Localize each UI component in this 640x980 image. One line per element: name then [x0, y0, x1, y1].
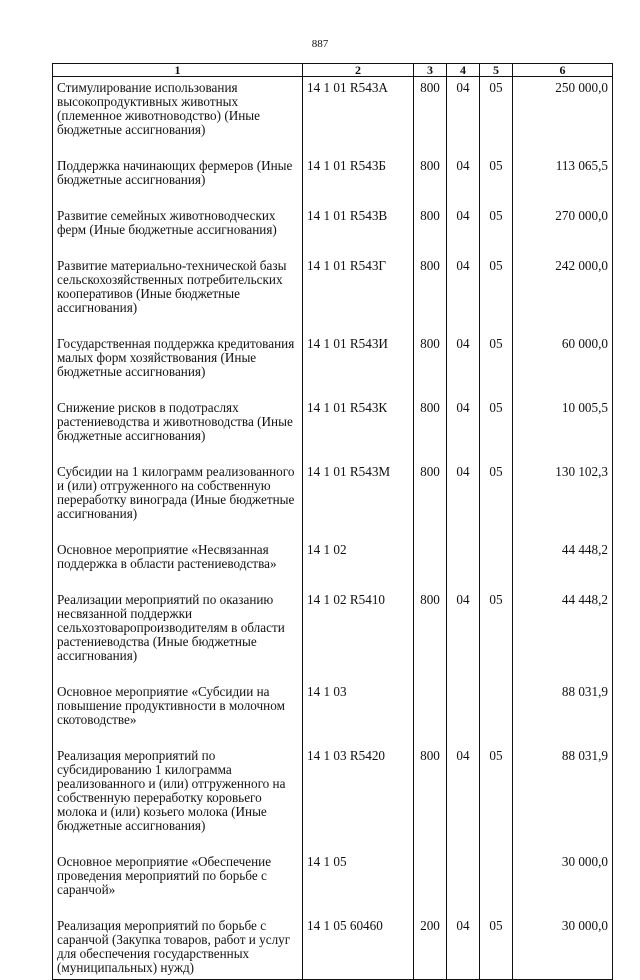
item-pr: 05 [480, 77, 513, 160]
item-amount: 44 448,2 [513, 543, 613, 593]
header-cell: 1 [53, 64, 303, 77]
item-amount: 130 102,3 [513, 465, 613, 543]
item-vr [414, 855, 447, 919]
item-code: 14 1 01 R543К [303, 401, 414, 465]
item-pr: 05 [480, 465, 513, 543]
item-vr: 800 [414, 259, 447, 337]
table-row [53, 919, 613, 980]
item-name: Реализации мероприятий по оказанию несвязанной поддержки сельхозтоваропроизводителям в области растениеводства (Иные бюджетные ассигнования) [53, 593, 303, 685]
item-name: Субсидии на 1 килограмм реализованного и (или) отгруженного на собственную переработку винограда (Иные бюджетные ассигнования) [53, 465, 303, 543]
item-code: 14 1 01 R543Г [303, 259, 414, 337]
item-code: 14 1 02 [303, 543, 414, 593]
item-code: 14 1 01 R543И [303, 337, 414, 401]
item-vr: 200 [414, 919, 447, 980]
item-amount: 88 031,9 [513, 749, 613, 855]
item-name: Снижение рисков в подотраслях растениеводства и животноводства (Иные бюджетные ассигнования) [53, 401, 303, 465]
item-code: 14 1 05 60460 [303, 919, 414, 980]
item-pr: 05 [480, 337, 513, 401]
item-vr [414, 685, 447, 749]
page-number: 887 [311, 38, 329, 50]
header-cell: 6 [513, 64, 613, 77]
item-amount: 270 000,0 [513, 209, 613, 259]
item-name: Стимулирование использования высокопродуктивных животных (племенное животноводство) (Иные бюджетные ассигнования) [53, 77, 303, 160]
item-vr: 800 [414, 593, 447, 685]
item-rz: 04 [447, 159, 480, 209]
item-pr: 05 [480, 159, 513, 209]
item-code: 14 1 05 [303, 855, 414, 919]
item-rz: 04 [447, 465, 480, 543]
table-row [53, 259, 613, 337]
item-pr [480, 685, 513, 749]
item-amount: 88 031,9 [513, 685, 613, 749]
budget-table [52, 63, 613, 980]
item-vr: 800 [414, 159, 447, 209]
table-row [53, 749, 613, 855]
item-pr: 05 [480, 749, 513, 855]
item-amount: 250 000,0 [513, 77, 613, 160]
item-vr: 800 [414, 77, 447, 160]
item-code: 14 1 01 R543М [303, 465, 414, 543]
table-row [53, 593, 613, 685]
item-pr [480, 543, 513, 593]
item-name: Реализация мероприятий по субсидированию 1 килограмма реализованного и (или) отгруженного на собственную переработку коровьего молока и (или) козьего молока (Иные бюджетные ассигнования) [53, 749, 303, 855]
item-vr: 800 [414, 465, 447, 543]
item-pr: 05 [480, 401, 513, 465]
header-cell: 4 [447, 64, 480, 77]
item-name: Поддержка начинающих фермеров (Иные бюджетные ассигнования) [53, 159, 303, 209]
table-row [53, 159, 613, 209]
header-cell: 3 [414, 64, 447, 77]
item-vr: 800 [414, 209, 447, 259]
table-row [53, 209, 613, 259]
item-rz: 04 [447, 337, 480, 401]
item-pr: 05 [480, 259, 513, 337]
table-row [53, 855, 613, 919]
item-rz [447, 543, 480, 593]
item-vr: 800 [414, 337, 447, 401]
table-header-row [53, 64, 613, 77]
header-cell: 2 [303, 64, 414, 77]
item-pr: 05 [480, 209, 513, 259]
item-rz [447, 685, 480, 749]
table-row [53, 401, 613, 465]
item-code: 14 1 03 R5420 [303, 749, 414, 855]
item-code: 14 1 03 [303, 685, 414, 749]
table-body [53, 77, 613, 980]
table-row [53, 77, 613, 160]
item-amount: 10 005,5 [513, 401, 613, 465]
item-name: Основное мероприятие «Субсидии на повышение продуктивности в молочном скотоводстве» [53, 685, 303, 749]
item-rz: 04 [447, 259, 480, 337]
table-row [53, 543, 613, 593]
item-amount: 30 000,0 [513, 919, 613, 980]
item-name: Развитие материально-технической базы сельскохозяйственных потребительских кооперативов (Иные бюджетные ассигнования) [53, 259, 303, 337]
item-rz: 04 [447, 593, 480, 685]
header-cell: 5 [480, 64, 513, 77]
item-rz: 04 [447, 919, 480, 980]
item-amount: 44 448,2 [513, 593, 613, 685]
item-code: 14 1 01 R543В [303, 209, 414, 259]
item-rz: 04 [447, 77, 480, 160]
item-vr [414, 543, 447, 593]
item-pr: 05 [480, 919, 513, 980]
item-code: 14 1 02 R5410 [303, 593, 414, 685]
item-amount: 113 065,5 [513, 159, 613, 209]
item-pr: 05 [480, 593, 513, 685]
item-amount: 242 000,0 [513, 259, 613, 337]
item-name: Основное мероприятие «Обеспечение проведения мероприятий по борьбе с саранчой» [53, 855, 303, 919]
item-rz: 04 [447, 209, 480, 259]
table-row [53, 337, 613, 401]
item-amount: 30 000,0 [513, 855, 613, 919]
item-vr: 800 [414, 749, 447, 855]
item-rz [447, 855, 480, 919]
item-name: Развитие семейных животноводческих ферм (Иные бюджетные ассигнования) [53, 209, 303, 259]
item-name: Основное мероприятие «Несвязанная поддержка в области растениеводства» [53, 543, 303, 593]
table-row [53, 685, 613, 749]
item-rz: 04 [447, 401, 480, 465]
item-rz: 04 [447, 749, 480, 855]
item-name: Реализация мероприятий по борьбе с саранчой (Закупка товаров, работ и услуг для обеспечения государственных (муниципальных) нужд) [53, 919, 303, 980]
item-code: 14 1 01 R543А [303, 77, 414, 160]
item-code: 14 1 01 R543Б [303, 159, 414, 209]
table-row [53, 465, 613, 543]
item-vr: 800 [414, 401, 447, 465]
item-pr [480, 855, 513, 919]
item-amount: 60 000,0 [513, 337, 613, 401]
item-name: Государственная поддержка кредитования малых форм хозяйствования (Иные бюджетные ассигнования) [53, 337, 303, 401]
